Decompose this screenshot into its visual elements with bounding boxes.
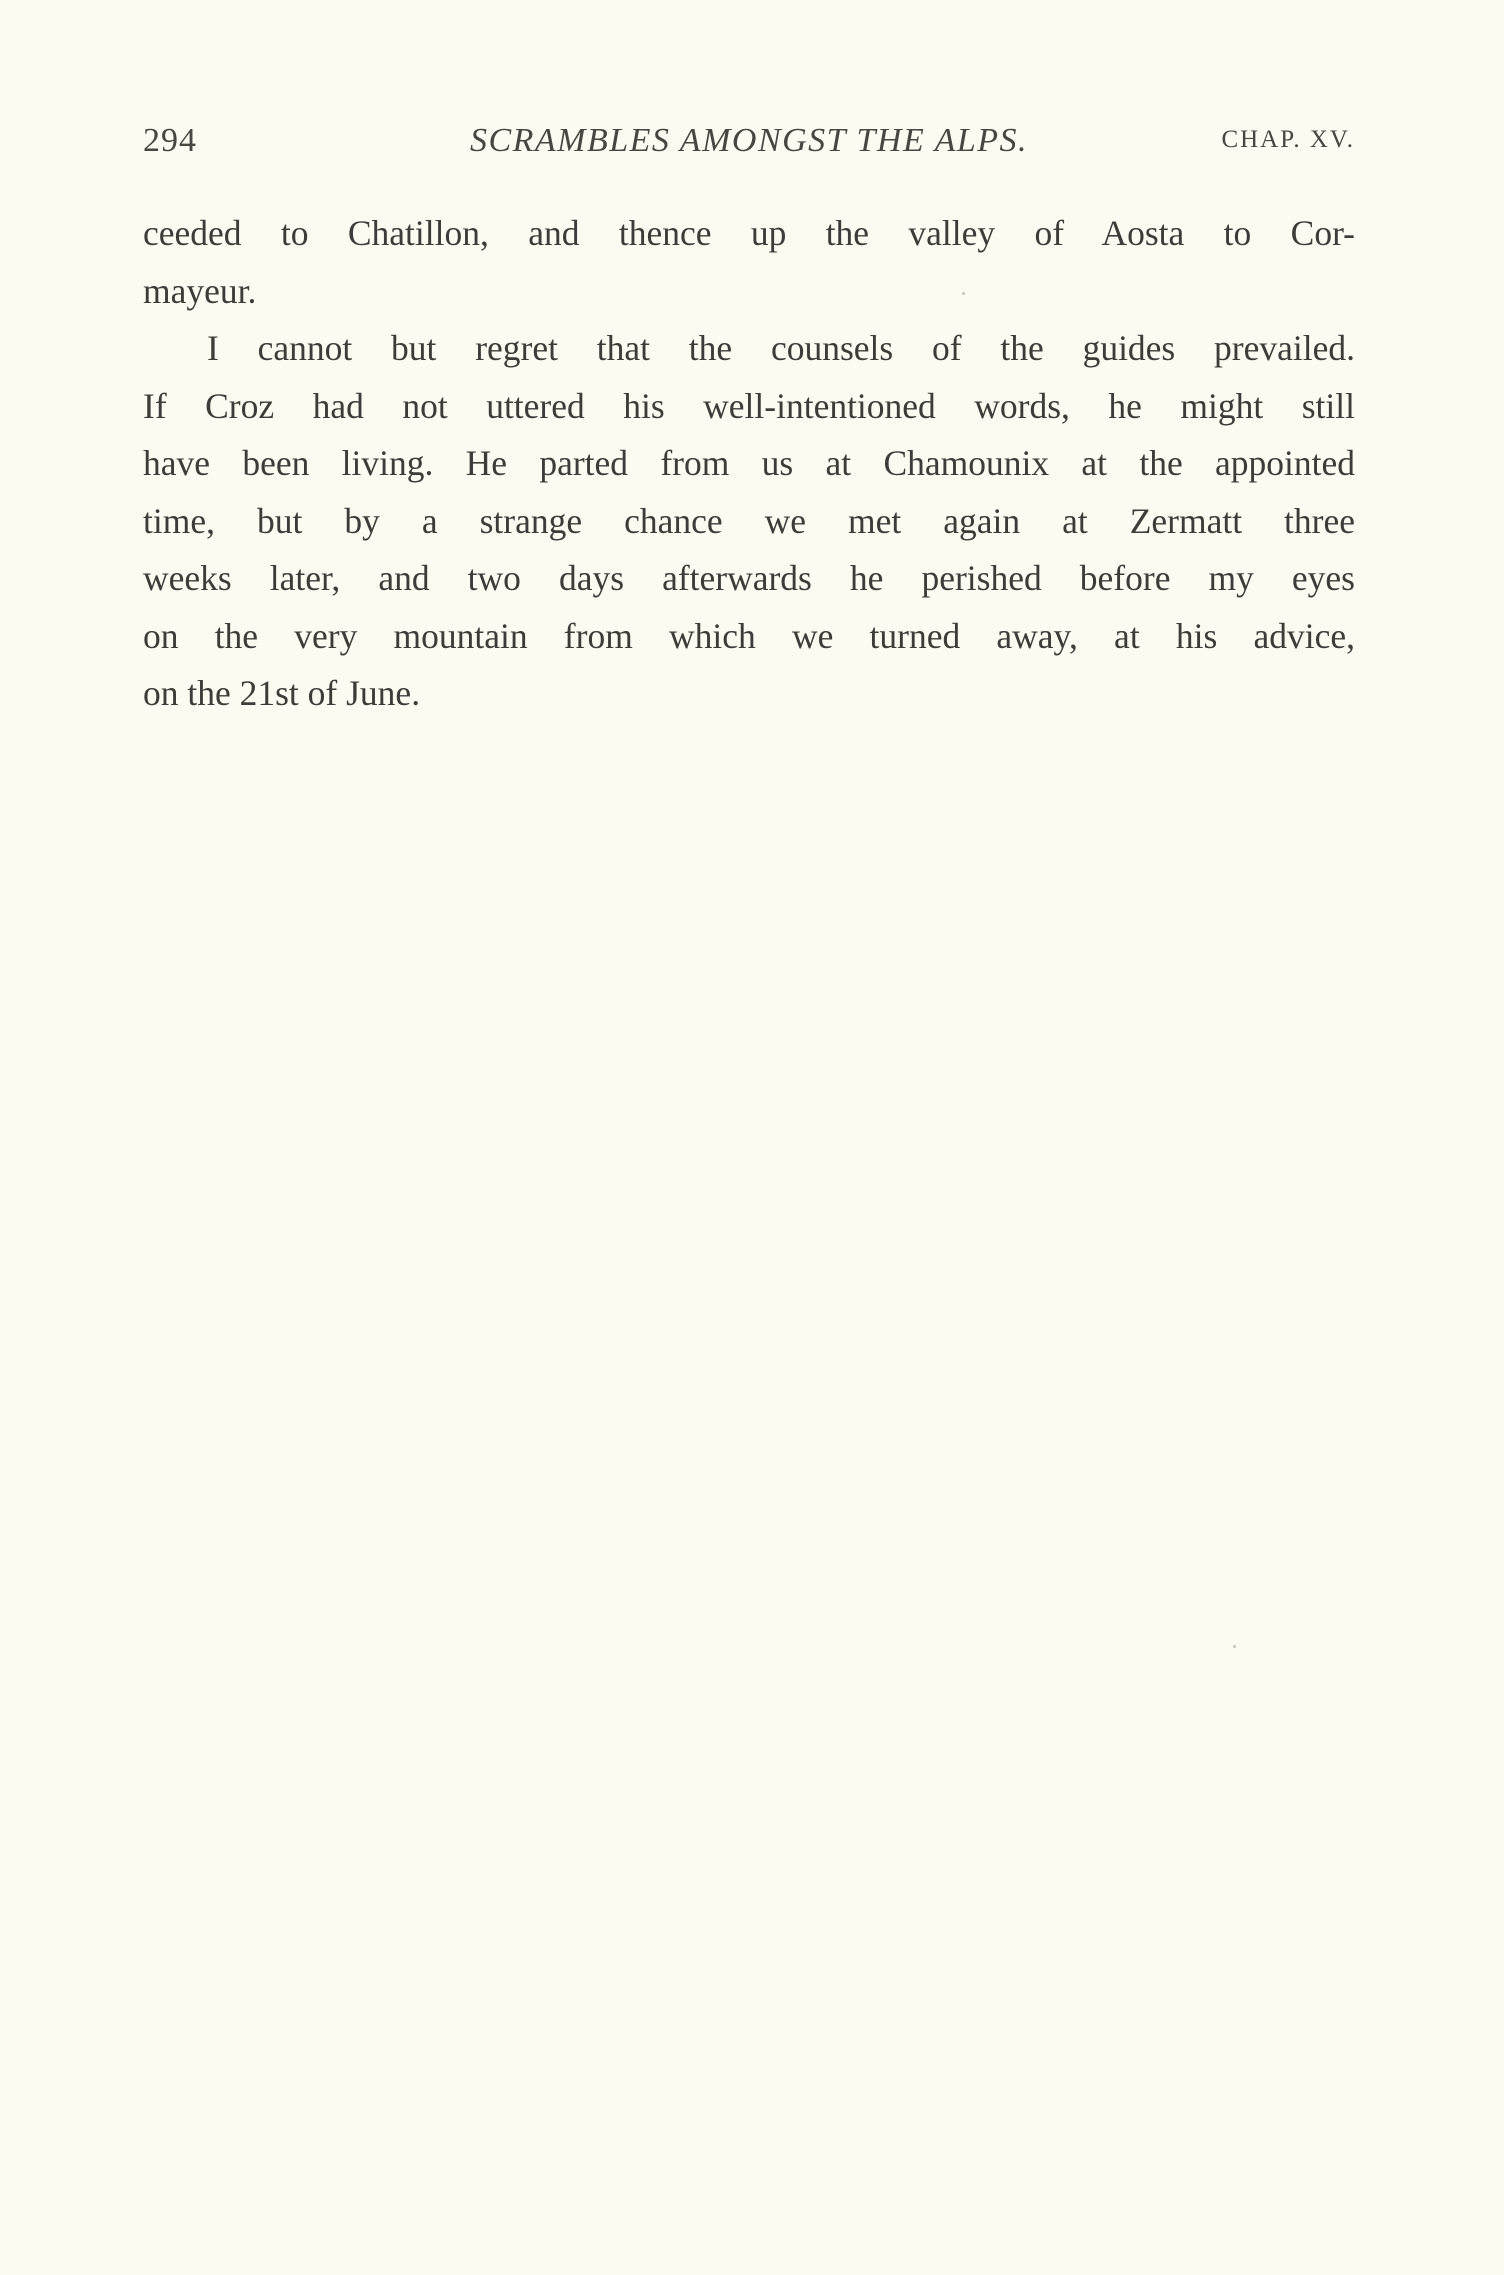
page-number: 294 bbox=[143, 122, 197, 159]
text-line: weeks later, and two days afterwards he perished before my eyes bbox=[143, 558, 1355, 598]
text-line: on the 21st of June. bbox=[143, 673, 421, 713]
paper-speck bbox=[1233, 1645, 1236, 1648]
text-line: mayeur. bbox=[143, 270, 257, 311]
text-line: time, but by a strange chance we met again at Zermatt three bbox=[143, 500, 1355, 541]
text-line: I cannot but regret that the counsels of the guides prevailed. bbox=[207, 328, 1355, 368]
running-title: SCRAMBLES AMONGST THE ALPS. bbox=[469, 122, 1029, 159]
paragraph-1 bbox=[143, 205, 1355, 320]
text-line: If Croz had not uttered his well-intentioned words, he might still bbox=[143, 385, 1355, 426]
text-line: have been living. He parted from us at Chamounix at the appointed bbox=[143, 443, 1355, 483]
running-head bbox=[143, 122, 1355, 162]
chapter-label: CHAP. XV. bbox=[1221, 126, 1355, 153]
paragraph-2 bbox=[143, 320, 1355, 723]
text-line: on the very mountain from which we turned away, at his advice, bbox=[143, 615, 1355, 656]
paper-speck bbox=[962, 292, 965, 295]
body-text bbox=[143, 205, 1355, 723]
text-line: ceeded to Chatillon, and thence up the valley of Aosta to Cor- bbox=[143, 213, 1355, 253]
